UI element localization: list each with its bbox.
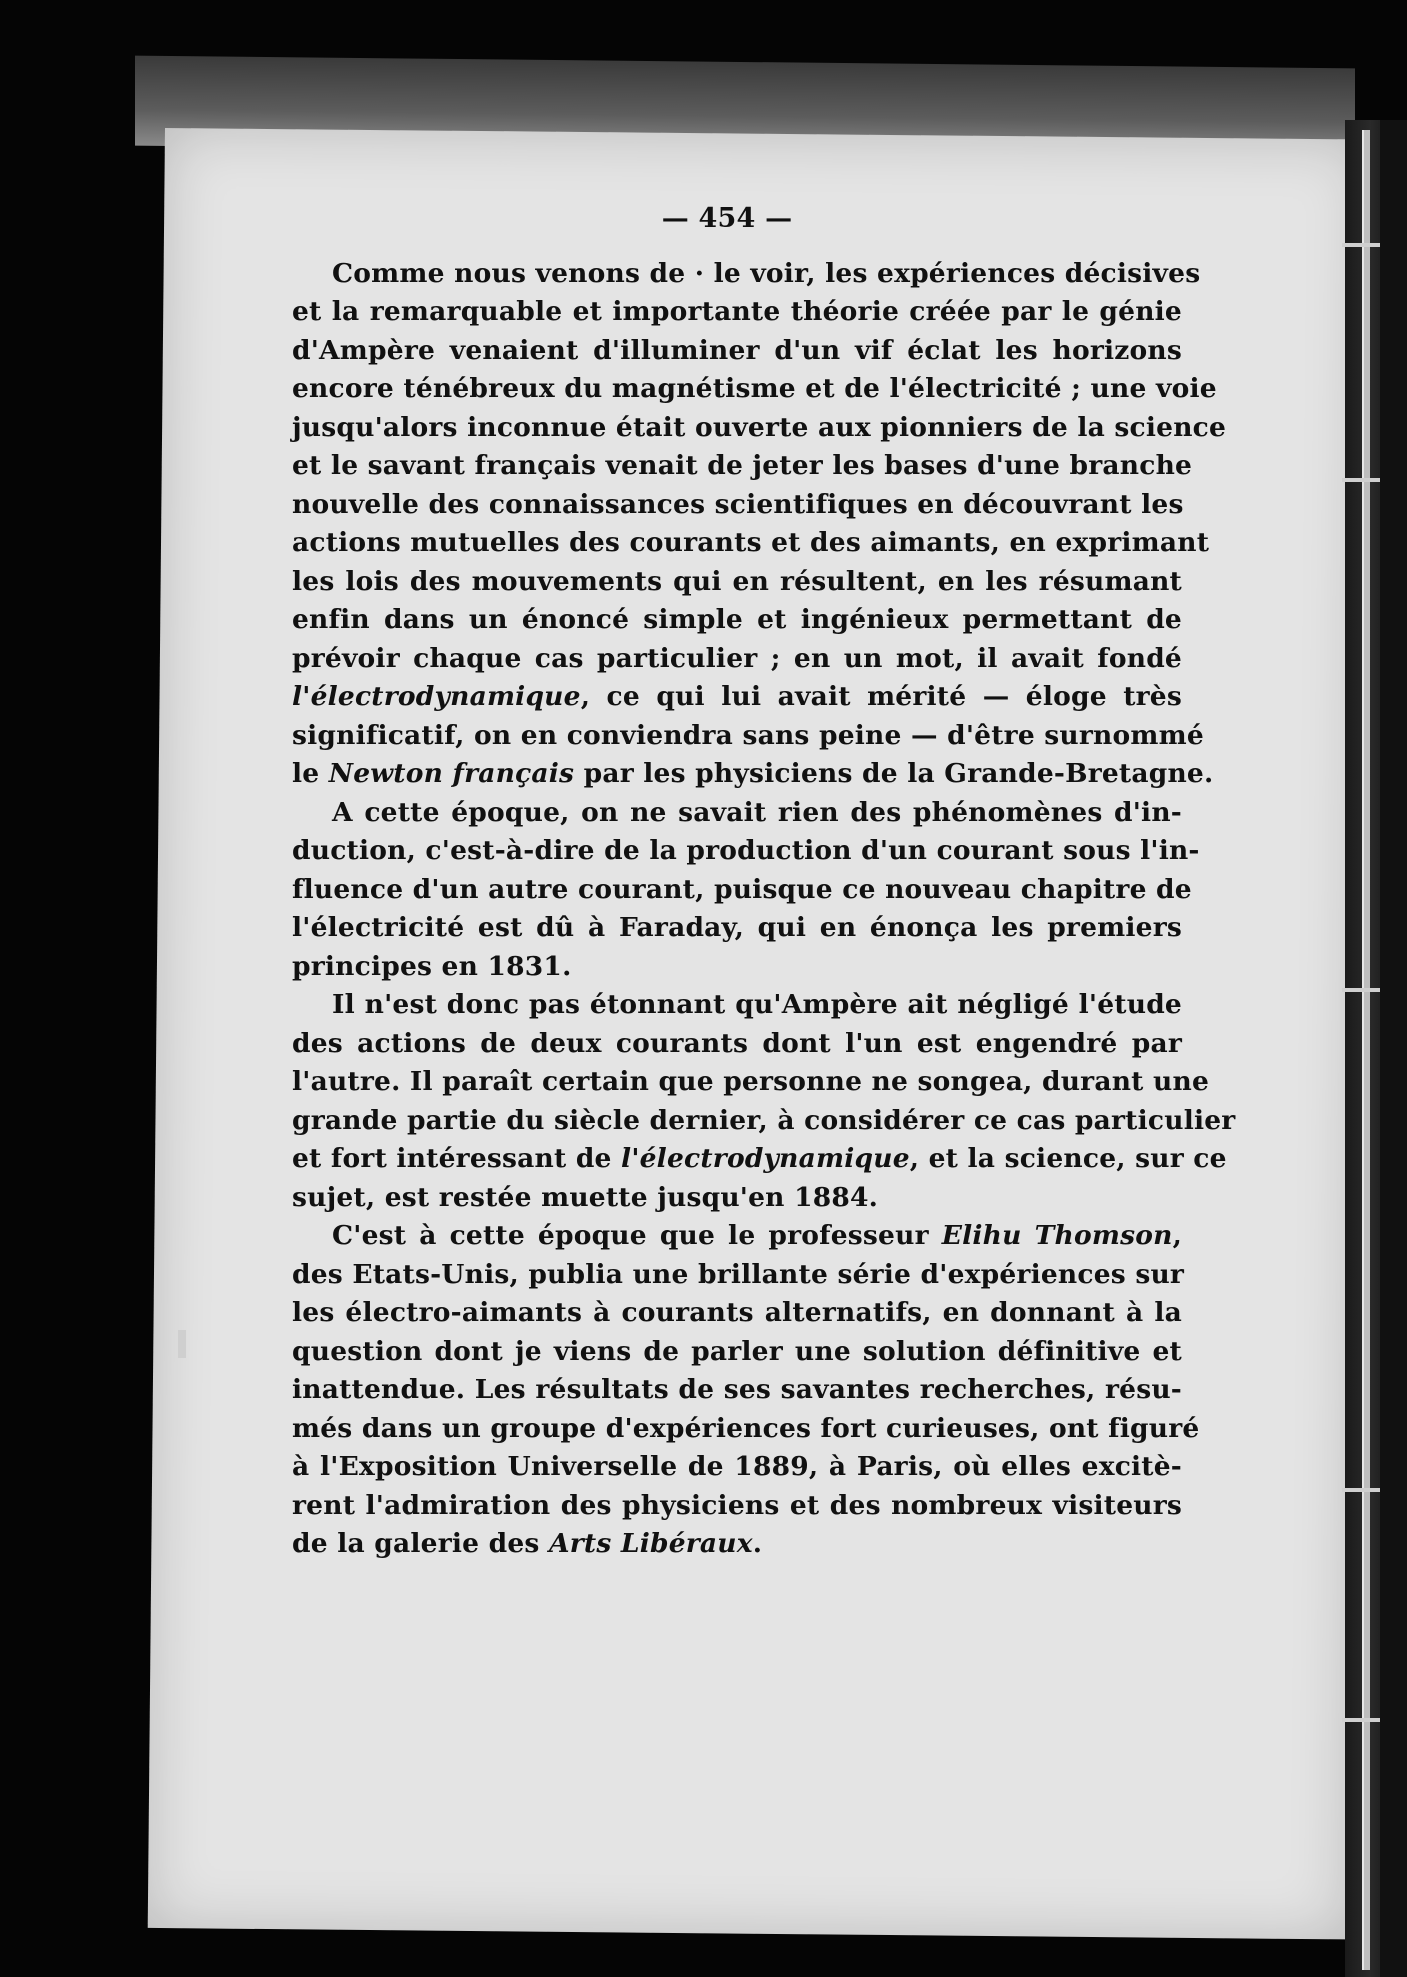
text-line: question dont je viens de parler une solution définitive et [292, 1335, 1182, 1367]
binding-thread [1362, 130, 1370, 1970]
text-line: C'est à cette époque que le professeur Elihu Thomson, [332, 1220, 1182, 1251]
text-line: prévoir chaque cas particulier ; en un mot, il avait fondé [292, 642, 1182, 674]
text-line: et le savant français venait de jeter les bases d'une branche [292, 450, 1193, 481]
italic-term: Newton français [328, 758, 575, 789]
text-line: Il n'est donc pas étonnant qu'Ampère ait négligé l'étude [332, 989, 1182, 1020]
paragraph [252, 794, 1200, 987]
paragraph [252, 986, 1236, 1217]
text-line: des Etats-Unis, publia une brillante série d'expériences sur [292, 1258, 1185, 1290]
page-text [252, 200, 1236, 1564]
text-line: enfin dans un énoncé simple et ingénieux permettant de [292, 604, 1182, 635]
paragraph [252, 255, 1227, 794]
paragraph [252, 1217, 1200, 1564]
text-line: le Newton français par les physiciens de la Grande-Bretagne. [292, 758, 1214, 789]
text-line: Comme nous venons de · le voir, les expériences décisives [332, 257, 1201, 289]
text-line: et fort intéressant de l'électrodynamique, et la science, sur ce [292, 1143, 1227, 1174]
text-line: d'Ampère venaient d'illuminer d'un vif éclat les horizons [292, 334, 1182, 366]
scan-right-edge [1380, 120, 1407, 1977]
text-line: significatif, on en conviendra sans peine — d'être surnommé [292, 719, 1204, 751]
text-line: principes en 1831. [292, 950, 572, 982]
text-line: et la remarquable et importante théorie créée par le génie [292, 296, 1182, 327]
italic-term: Arts Libéraux [548, 1528, 753, 1559]
scan-left-mark [178, 1330, 186, 1358]
text-line: duction, c'est-à-dire de la production d'un courant sous l'in- [292, 835, 1200, 866]
text-line: sujet, est restée muette jusqu'en 1884. [292, 1181, 879, 1213]
italic-term: Elihu Thomson [941, 1220, 1173, 1251]
italic-term: l'électrodynamique [621, 1143, 910, 1174]
text-line: rent l'admiration des physiciens et des nombreux visiteurs [292, 1489, 1182, 1521]
text-line: à l'Exposition Universelle de 1889, à Paris, où elles excitè- [292, 1451, 1182, 1482]
text-line: encore ténébreux du magnétisme et de l'électricité ; une voie [292, 373, 1217, 404]
text-line: les électro-aimants à courants alternatifs, en donnant à la [292, 1297, 1182, 1328]
text-line: de la galerie des Arts Libéraux. [292, 1528, 763, 1559]
text-line: actions mutuelles des courants et des aimants, en exprimant [292, 527, 1210, 558]
page-number: — 454 — [661, 203, 793, 234]
text-line: inattendue. Les résultats de ses savantes recherches, résu- [292, 1374, 1182, 1405]
text-line: grande partie du siècle dernier, à considérer ce cas particulier [292, 1104, 1236, 1136]
text-line: A cette époque, on ne savait rien des phénomènes d'in- [332, 796, 1182, 828]
text-line: fluence d'un autre courant, puisque ce nouveau chapitre de [292, 873, 1192, 905]
text-line: l'électrodynamique, ce qui lui avait mérité — éloge très [292, 681, 1182, 712]
text-line: des actions de deux courants dont l'un est engendré par [292, 1027, 1182, 1059]
text-line: l'autre. Il paraît certain que personne ne songea, durant une [292, 1066, 1210, 1097]
text-line: les lois des mouvements qui en résultent, en les résumant [292, 565, 1182, 597]
italic-term: l'électrodynamique [292, 681, 581, 712]
text-line: jusqu'alors inconnue était ouverte aux pionniers de la science [292, 411, 1227, 443]
text-line: més dans un groupe d'expériences fort curieuses, ont figuré [292, 1412, 1200, 1444]
text-line: nouvelle des connaissances scientifiques en découvrant les [292, 488, 1184, 520]
text-line: l'électricité est dû à Faraday, qui en énonça les premiers [292, 912, 1182, 943]
